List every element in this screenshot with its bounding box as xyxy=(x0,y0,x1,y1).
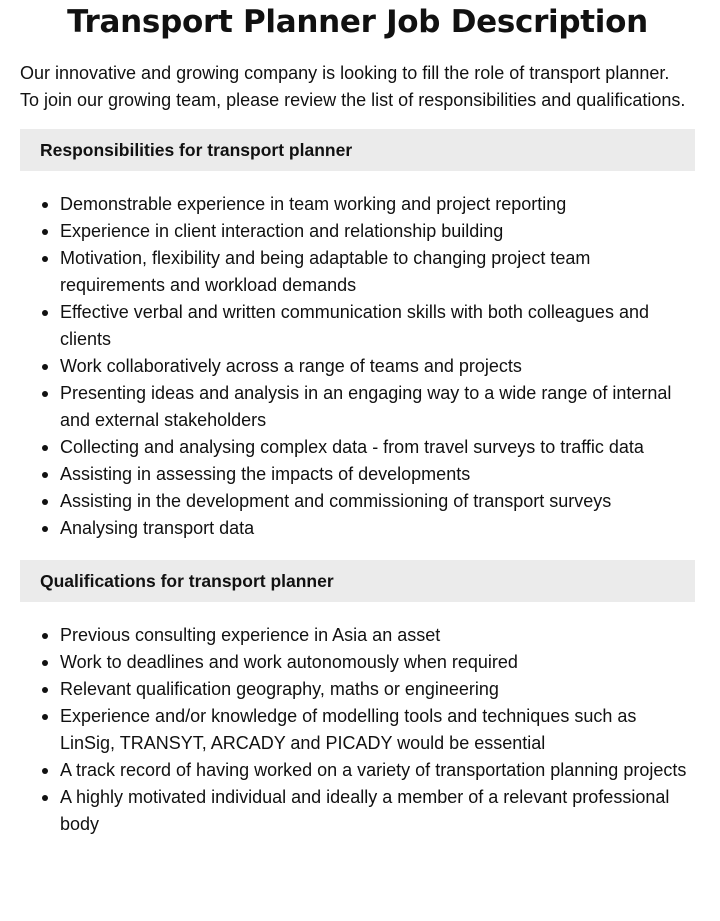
responsibilities-list xyxy=(20,191,695,542)
bullet-icon xyxy=(42,472,48,478)
list-item xyxy=(20,703,695,757)
bullet-icon xyxy=(42,687,48,693)
bullet-icon xyxy=(42,445,48,451)
list-item-text: Previous consulting experience in Asia an asset xyxy=(60,625,441,645)
list-item xyxy=(20,757,695,784)
list-item xyxy=(20,622,695,649)
list-item-text: Collecting and analysing complex data - from travel surveys to traffic data xyxy=(60,437,644,457)
list-item-text: Work collaboratively across a range of teams and projects xyxy=(60,356,522,376)
list-item-text: Motivation, flexibility and being adaptable to changing project team requirements and workload demands xyxy=(60,248,591,295)
list-item xyxy=(20,380,695,434)
list-item-text: Effective verbal and written communication skills with both colleagues and clients xyxy=(60,302,649,349)
list-item-text: Experience in client interaction and relationship building xyxy=(60,221,504,241)
responsibilities-heading: Responsibilities for transport planner xyxy=(20,129,695,171)
list-item xyxy=(20,299,695,353)
list-item xyxy=(20,353,695,380)
list-item-text: Relevant qualification geography, maths or engineering xyxy=(60,679,499,699)
bullet-icon xyxy=(42,714,48,720)
list-item-text: Assisting in the development and commissioning of transport surveys xyxy=(60,491,612,511)
list-item-text: A track record of having worked on a variety of transportation planning projects xyxy=(60,760,687,780)
list-item xyxy=(20,784,695,838)
bullet-icon xyxy=(42,633,48,639)
list-item xyxy=(20,676,695,703)
qualifications-list xyxy=(20,622,695,838)
bullet-icon xyxy=(42,364,48,370)
list-item xyxy=(20,649,695,676)
bullet-icon xyxy=(42,768,48,774)
intro-paragraph: Our innovative and growing company is looking to fill the role of transport planner. To join our growing team, please review the list of responsibilities and qualifications. xyxy=(20,63,686,110)
bullet-icon xyxy=(42,202,48,208)
list-item-text: Presenting ideas and analysis in an engaging way to a wide range of internal and external stakeholders xyxy=(60,383,672,430)
bullet-icon xyxy=(42,795,48,801)
bullet-icon xyxy=(42,391,48,397)
list-item-text: A highly motivated individual and ideally a member of a relevant professional body xyxy=(60,787,670,834)
bullet-icon xyxy=(42,499,48,505)
bullet-icon xyxy=(42,229,48,235)
bullet-icon xyxy=(42,256,48,262)
bullet-icon xyxy=(42,526,48,532)
list-item-text: Experience and/or knowledge of modelling tools and techniques such as LinSig, TRANSYT, ARCADY and PICADY would be essential xyxy=(60,706,637,753)
list-item xyxy=(20,218,695,245)
list-item xyxy=(20,515,695,542)
list-item xyxy=(20,191,695,218)
list-item-text: Demonstrable experience in team working and project reporting xyxy=(60,194,567,214)
list-item xyxy=(20,434,695,461)
page-title: Transport Planner Job Description xyxy=(67,4,648,40)
list-item xyxy=(20,245,695,299)
list-item-text: Analysing transport data xyxy=(60,518,255,538)
list-item-text: Assisting in assessing the impacts of developments xyxy=(60,464,471,484)
qualifications-heading: Qualifications for transport planner xyxy=(20,560,695,602)
bullet-icon xyxy=(42,660,48,666)
list-item-text: Work to deadlines and work autonomously when required xyxy=(60,652,518,672)
bullet-icon xyxy=(42,310,48,316)
list-item xyxy=(20,488,695,515)
list-item xyxy=(20,461,695,488)
